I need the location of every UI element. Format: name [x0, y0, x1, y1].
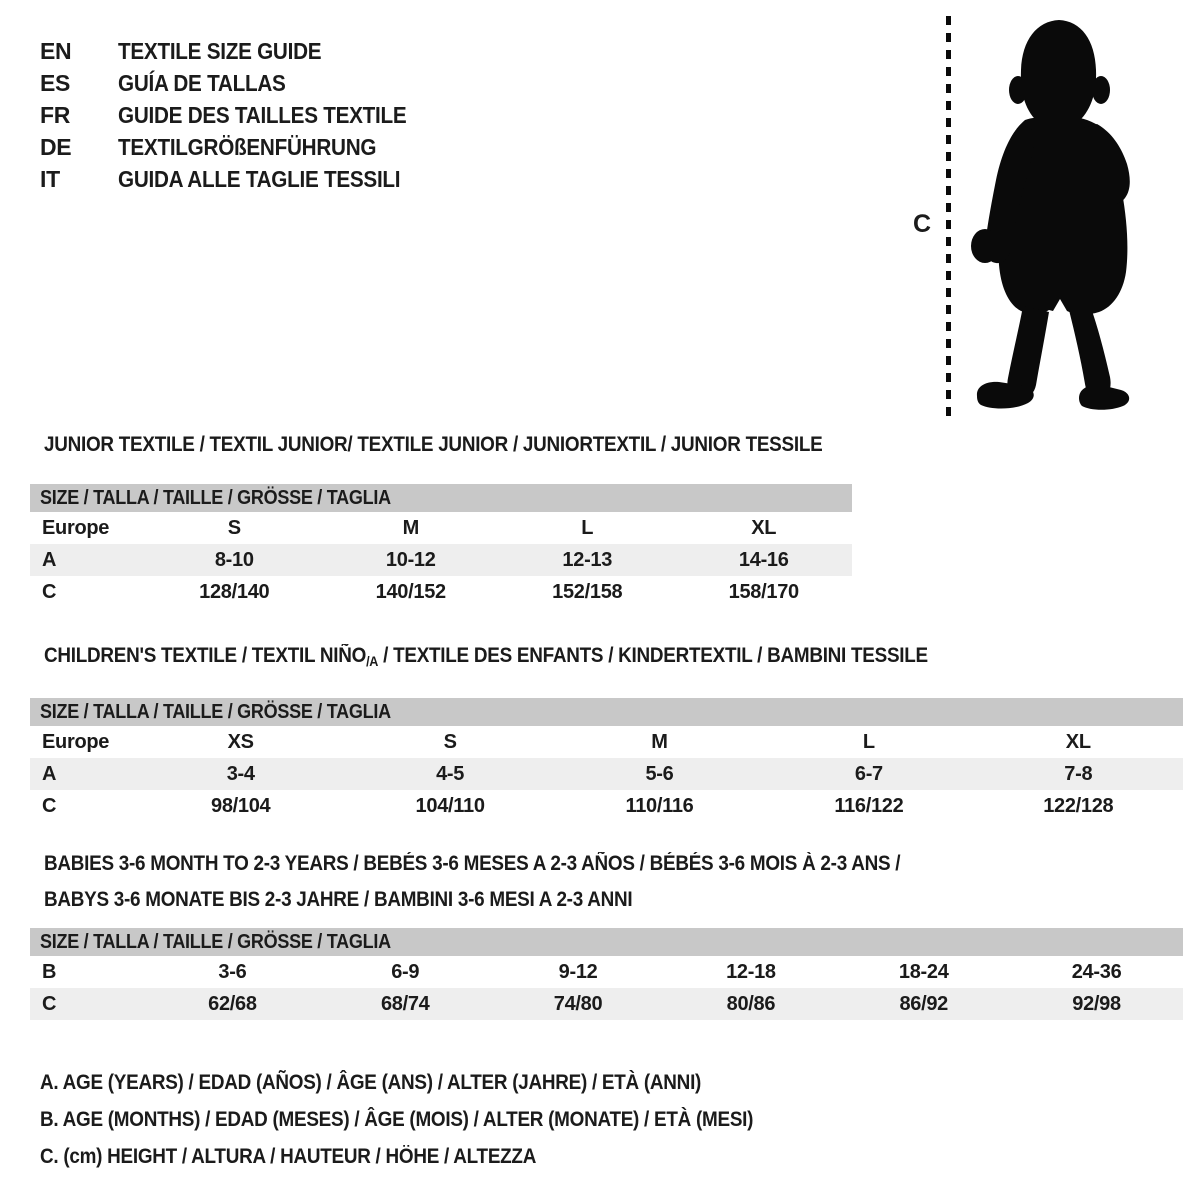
junior-textile-title: JUNIOR TEXTILE / TEXTIL JUNIOR/ TEXTILE JUNIOR / JUNIORTEXTIL / JUNIOR TESSILE [44, 433, 823, 456]
height-cell: 110/116 [625, 795, 694, 817]
language-code: FR [40, 102, 71, 128]
months-cell: 3-6 [218, 961, 247, 983]
childrens-textile-section [30, 645, 1183, 822]
row-label: A [42, 763, 57, 785]
table-row-height [30, 576, 852, 608]
toddler-silhouette-icon [963, 20, 1145, 420]
age-cell: 10-12 [385, 549, 436, 571]
age-cell: 5-6 [645, 763, 674, 785]
age-cell: 7-8 [1064, 763, 1093, 785]
childrens-textile-title: CHILDREN'S TEXTILE / TEXTIL $NIÑO_{/A}$ / TEXTILE DES ENFANTS / KINDERTEXTIL / BAMBINI TESSILE [44, 644, 928, 669]
table-row-age [30, 544, 852, 576]
height-cell: 92/98 [1072, 993, 1121, 1015]
language-title: TEXTILE SIZE GUIDE [118, 38, 322, 64]
table-row-europe [30, 726, 1183, 758]
table-row-months [30, 956, 1183, 988]
language-title: GUIDA ALLE TAGLIE TESSILI [118, 166, 401, 192]
height-cell: 140/152 [375, 581, 446, 603]
size-cell: S [443, 731, 457, 753]
footnote-age-years: A. AGE (YEARS) / EDAD (AÑOS) / ÂGE (ANS) / ALTER (JAHRE) / ETÀ (ANNI) [40, 1071, 702, 1094]
months-cell: 18-24 [898, 961, 949, 983]
row-label: Europe [42, 731, 110, 753]
junior-textile-section [30, 434, 852, 608]
height-measure-dashed-line [946, 16, 951, 416]
age-cell: 6-7 [854, 763, 883, 785]
height-cell: 80/86 [726, 993, 776, 1015]
language-row-en [40, 35, 439, 67]
babies-title-line1: BABIES 3-6 MONTH TO 2-3 YEARS / BEBÉS 3-6 MESES A 2-3 AÑOS / BÉBÉS 3-6 MOIS À 2-3 ANS / [44, 852, 901, 875]
language-title: GUIDE DES TAILLES TEXTILE [118, 102, 407, 128]
age-cell: 14-16 [738, 549, 789, 571]
row-label: C [42, 795, 57, 817]
height-figure [900, 0, 1160, 430]
language-title: TEXTILGRÖßENFÜHRUNG [118, 134, 377, 160]
language-row-it [40, 163, 439, 195]
height-cell: 122/128 [1043, 795, 1114, 817]
height-cell: 158/170 [728, 581, 799, 603]
height-cell: 68/74 [380, 993, 430, 1015]
height-cell: 74/80 [553, 993, 603, 1015]
height-cell: 62/68 [208, 993, 257, 1015]
height-cell: 128/140 [199, 581, 270, 603]
language-title-list [40, 35, 439, 195]
table-row-europe [30, 512, 852, 544]
language-row-de [40, 131, 439, 163]
age-cell: 4-5 [436, 763, 465, 785]
footnote-age-months: B. AGE (MONTHS) / EDAD (MESES) / ÂGE (MOIS) / ALTER (MONATE) / ETÀ (MESI) [40, 1108, 754, 1131]
height-cell: 104/110 [415, 795, 485, 817]
table-row-age [30, 758, 1183, 790]
months-cell: 9-12 [558, 961, 598, 983]
language-code: DE [40, 134, 72, 160]
size-cell: M [651, 731, 668, 753]
months-cell: 12-18 [726, 961, 776, 983]
table-row-height [30, 790, 1183, 822]
language-code: ES [40, 70, 71, 96]
height-cell: 98/104 [211, 795, 271, 817]
title-subscript: /A [366, 653, 379, 669]
row-label: C [42, 993, 57, 1015]
size-cell: XS [227, 731, 254, 753]
age-cell: 3-4 [226, 763, 255, 785]
size-cell: L [862, 731, 875, 753]
language-row-fr [40, 99, 439, 131]
row-label: C [42, 581, 57, 603]
age-cell: 12-13 [562, 549, 613, 571]
row-label: B [42, 961, 57, 983]
babies-title-line2: BABYS 3-6 MONATE BIS 2-3 JAHRE / BAMBINI 3-6 MESI A 2-3 ANNI [44, 888, 633, 911]
size-header-bar: SIZE / TALLA / TAILLE / GRÖSSE / TAGLIA [30, 698, 1183, 726]
language-code: IT [40, 166, 60, 192]
size-cell: L [581, 517, 594, 539]
months-cell: 24-36 [1071, 961, 1122, 983]
language-title: GUÍA DE TALLAS [118, 70, 286, 96]
size-cell: XL [1065, 731, 1091, 753]
table-row-height [30, 988, 1183, 1020]
height-cell: 86/92 [899, 993, 949, 1015]
footnotes [40, 1064, 832, 1175]
language-row-es [40, 67, 439, 99]
row-label: A [42, 549, 57, 571]
babies-textile-section [30, 846, 1183, 1020]
height-cell: 152/158 [552, 581, 623, 603]
height-cell: 116/122 [834, 795, 904, 817]
size-cell: XL [751, 517, 777, 539]
age-cell: 8-10 [214, 549, 254, 571]
size-header-bar: SIZE / TALLA / TAILLE / GRÖSSE / TAGLIA [30, 484, 852, 512]
months-cell: 6-9 [391, 961, 420, 983]
language-code: EN [40, 38, 72, 64]
footnote-height-cm: C. (cm) HEIGHT / ALTURA / HAUTEUR / HÖHE / ALTEZZA [40, 1145, 537, 1168]
height-measure-label: C [913, 210, 931, 238]
row-label: Europe [42, 517, 110, 539]
size-header-bar: SIZE / TALLA / TAILLE / GRÖSSE / TAGLIA [30, 928, 1183, 956]
size-cell: S [227, 517, 241, 539]
size-cell: M [402, 517, 419, 539]
